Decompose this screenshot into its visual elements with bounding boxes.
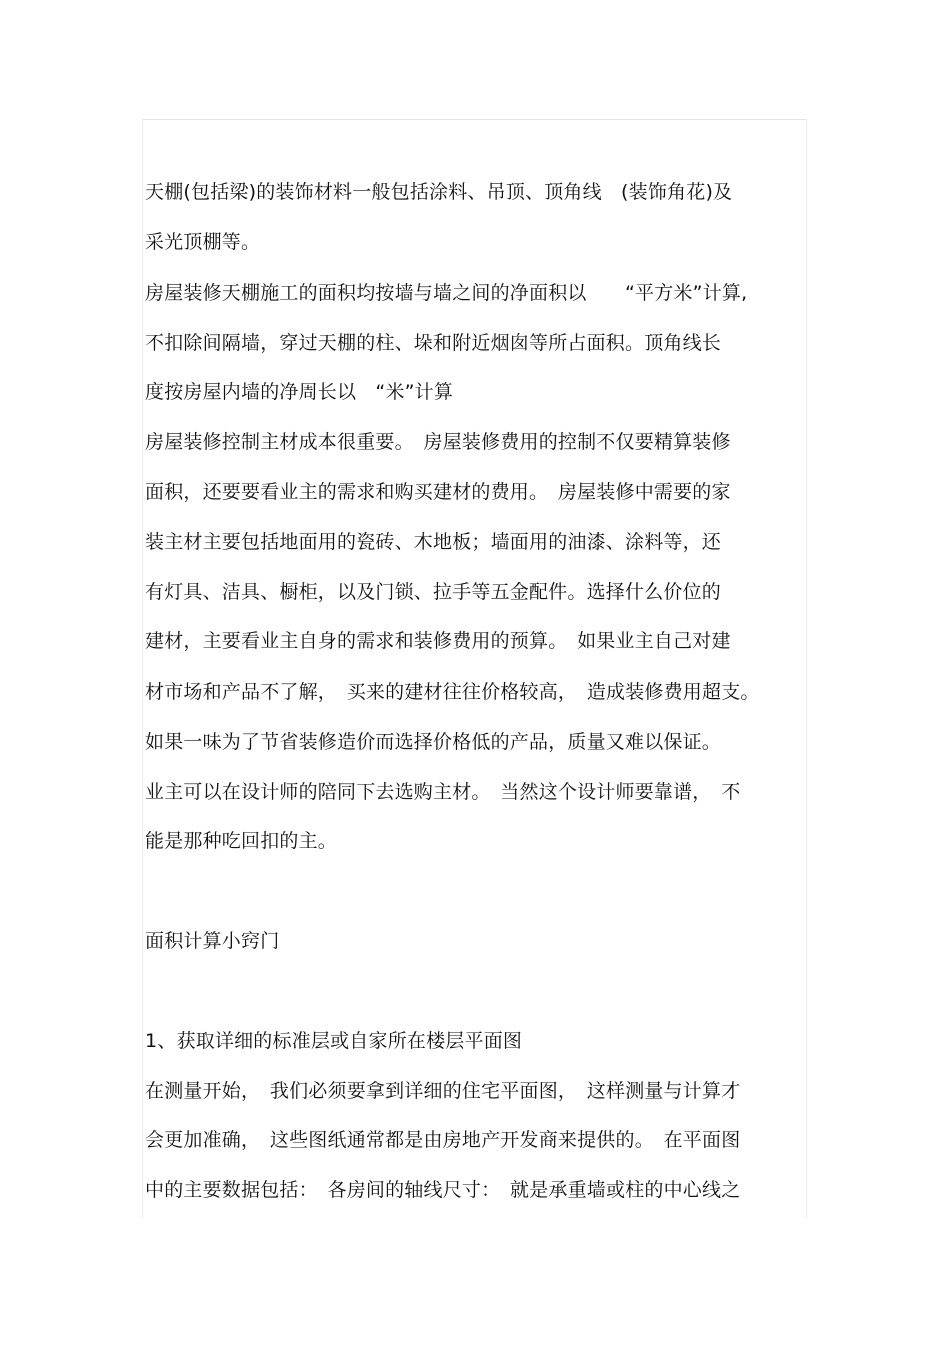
text-line-13: 业主可以在设计师的陪同下去选购主材。 当然这个设计师要靠谱， 不 — [145, 781, 741, 803]
text-line-8: 装主材主要包括地面用的瓷砖、木地板；墙面用的油漆、涂料等，还 — [145, 531, 722, 553]
text-line-19: 中的主要数据包括： 各房间的轴线尺寸： 就是承重墙或柱的中心线之 — [145, 1179, 741, 1201]
text-line-5: 度按房屋内墙的净周长以 “米”计算 — [145, 381, 454, 403]
text-line-2: 采光顶棚等。 — [145, 231, 261, 253]
text-line-9: 有灯具、洁具、橱柜，以及门锁、拉手等五金配件。选择什么价位的 — [145, 581, 722, 603]
text-line-12: 如果一味为了节省装修造价而选择价格低的产品，质量又难以保证。 — [145, 731, 722, 753]
text-line-1: 天棚(包括梁)的装饰材料一般包括涂料、吊顶、顶角线 (装饰角花)及 — [145, 181, 733, 203]
step-heading: 1、获取详细的标准层或自家所在楼层平面图 — [145, 1030, 523, 1052]
text-line-3: 房屋装修天棚施工的面积均按墙与墙之间的净面积以 “平方米”计算, — [145, 282, 748, 304]
section-heading: 面积计算小窍门 — [145, 930, 280, 952]
text-line-4: 不扣除间隔墙，穿过天棚的柱、垛和附近烟囱等所占面积。顶角线长 — [145, 332, 722, 354]
text-line-14: 能是那种吃回扣的主。 — [145, 830, 338, 852]
text-line-7: 面积，还要要看业主的需求和购买建材的费用。 房屋装修中需要的家 — [145, 481, 731, 503]
text-line-18: 会更加准确， 这些图纸通常都是由房地产开发商来提供的。 在平面图 — [145, 1129, 741, 1151]
text-line-10: 建材，主要看业主自身的需求和装修费用的预算。 如果业主自己对建 — [145, 630, 731, 652]
text-line-6: 房屋装修控制主材成本很重要。 房屋装修费用的控制不仅要精算装修 — [145, 431, 731, 453]
text-line-17: 在测量开始， 我们必须要拿到详细的住宅平面图， 这样测量与计算才 — [145, 1080, 741, 1102]
text-line-11: 材市场和产品不了解， 买来的建材往往价格较高， 造成装修费用超支。 — [145, 681, 760, 703]
